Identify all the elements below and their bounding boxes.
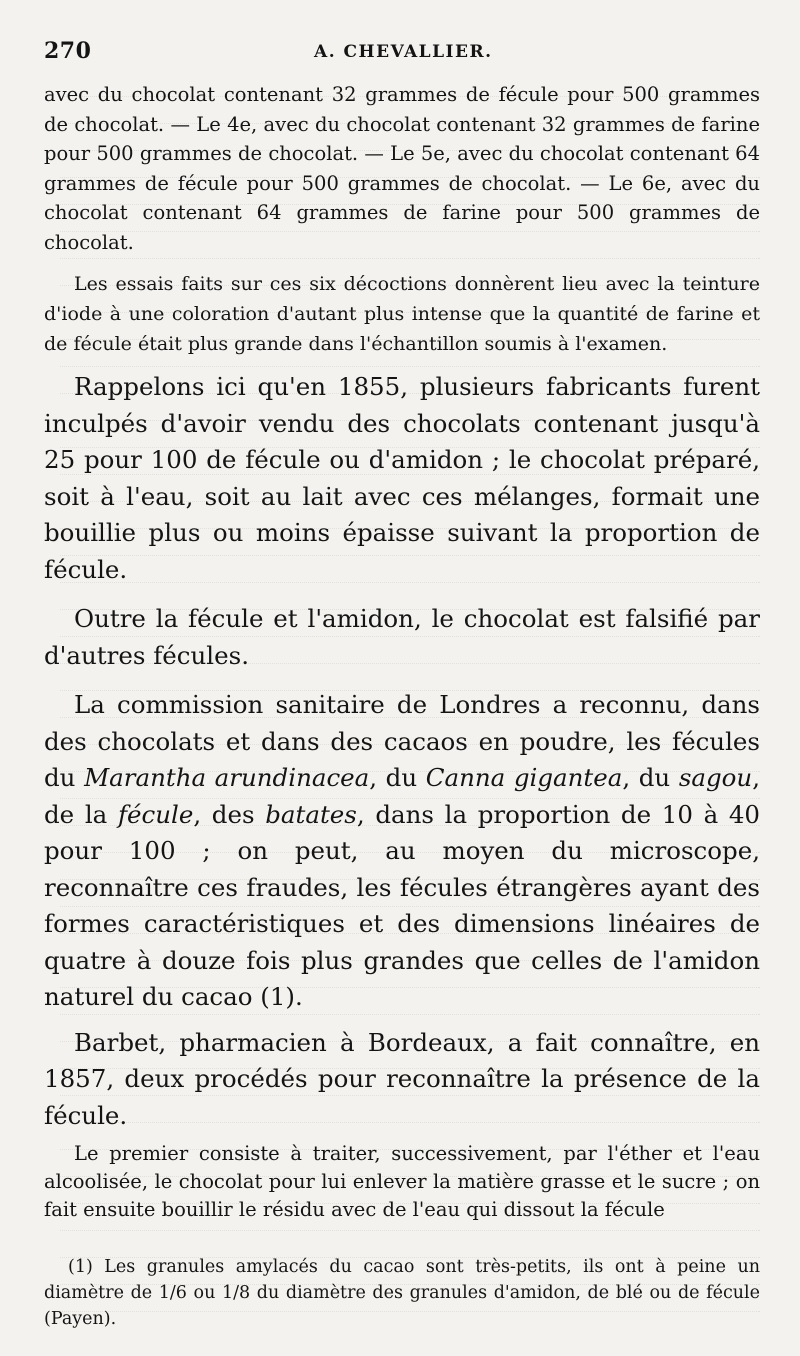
paragraph-6: Barbet, pharmacien à Bordeaux, a fait connaître, en 1857, deux procédés pour reconnaître la présence de la fécule. [44,1027,760,1130]
text-block-procedure [44,1140,760,1224]
paragraph-7: Le premier consiste à traiter, successivement, par l'éther et l'eau alcoolisée, le chocolat pour lui enlever la matière grasse et le sucre ; on fait ensuite bouillir le résidu avec de l'eau qui dissout la fécule [44,1142,760,1221]
footnote-text: (1) Les granules amylacés du cacao sont très-petits, ils ont à peine un diamètre de 1/6 ou 1/8 du diamètre des granules d'amidon, de blé ou de fécule (Payen). [44,1257,760,1329]
paragraph-1: avec du chocolat contenant 32 grammes de fécule pour 500 grammes de chocolat. — Le 4e, avec du chocolat contenant 32 grammes de farine pour 500 grammes de chocolat. — Le 5e, avec du chocolat contenant 64 grammes de fécule pour 500 grammes de chocolat. — Le 6e, avec du chocolat contenant 64 grammes de farine pour 500 grammes de chocolat. [44,83,760,254]
paragraph-4: Outre la fécule et l'amidon, le chocolat est falsifié par d'autres fécules. [44,604,760,670]
page-body [44,80,760,1332]
page-header [44,38,760,80]
paragraph-2: Les essais faits sur ces six décoctions donnèrent lieu avec la teinture d'iode à une coloration d'autant plus intense que la quantité de farine et de fécule était plus grande dans l'échantillon soumis à l'examen. [44,273,760,355]
page-number: 270 [44,38,92,64]
paragraph-3: Rappelons ici qu'en 1855, plusieurs fabricants furent inculpés d'avoir vendu des chocolats contenant jusqu'à 25 pour 100 de fécule ou d'amidon ; le chocolat préparé, soit à l'eau, soit au lait avec ces mélanges, formait une bouillie plus ou moins épaisse suivant la proportion de fécule. [44,372,760,584]
text-block-intro [44,80,760,257]
footnote [44,1254,760,1332]
running-head: A. CHEVALLIER. [314,42,493,62]
paragraph-5: La commission sanitaire de Londres a reconnu, dans des chocolats et dans des cacaos en poudre, les fécules du Marantha arundinacea, du Canna gigantea, du sagou, de la fécule, des batates, dans la proportion de 10 à 40 pour 100 ; on peut, au moyen du microscope, reconnaître ces fraudes, les fécules étrangères ayant des formes caractéristiques et des dimensions linéaires de quatre à douze fois plus grandes que celles de l'amidon naturel du cacao (1). [44,690,761,1011]
text-block-main [44,369,760,1134]
text-block-essais [44,269,760,359]
